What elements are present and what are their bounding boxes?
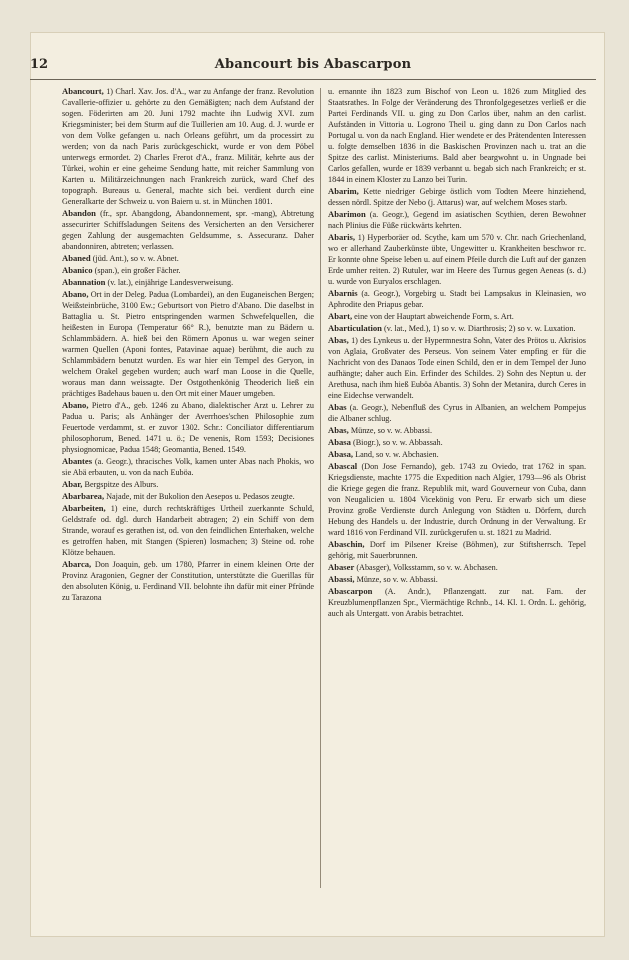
entry-text: Münze, so v. w. Abbassi. <box>350 426 433 435</box>
entry-text: Münze, so v. w. Abbassi. <box>356 575 438 584</box>
entry-headword: Abano, <box>62 400 89 410</box>
dictionary-entry <box>62 479 314 490</box>
entry-headword: Abarbarea, <box>62 491 105 501</box>
dictionary-entry <box>328 209 586 231</box>
entry-text: Ort in der Deleg. Padua (Lombardei), an den Euganeischen Bergen; Weißsteinbrüche, 3100 Ew.; Geburtsort von Pietro d'Abano. Die daselbst in Battaglia u. St. Pietro entspringenden warmen Schwefelquellen, die heißesten in Europa (Temperatur 66° R.), benutzte man zu Bädern u. Schlammbädern. A. hieß bei den Römern Aponus u. war wegen seiner warmen Quellen (Aponi fontes, Patavinae aquae) berühmt, die auch zu Schlammbädern benutzt wurden. Es war hier ein Tempel des Geryon, in welchem Orakel gegeben wurden; auch warf man Loose in die Quelle, woraus man dann weissagte. Der Ostgothenkönig Theoderich ließ ein prächtiges Badehaus bauen u. den Ort mit einer Mauer umgeben. <box>62 290 314 398</box>
running-title: Abancourt bis Abascarpon <box>214 57 412 72</box>
entry-headword: Abas, <box>328 335 349 345</box>
dictionary-entry <box>328 449 586 460</box>
dictionary-entry <box>328 461 586 538</box>
entry-headword: Abarim, <box>328 186 359 196</box>
entry-headword: Abarticulation <box>328 323 382 333</box>
column-divider <box>320 88 321 888</box>
entry-text: (a. Geogr.), Vorgebirg u. Stadt bei Lampsakus in Kleinasien, wo Aphrodite den Priapus gebar. <box>328 289 586 309</box>
dictionary-entry <box>328 186 586 208</box>
dictionary-entry <box>328 86 586 185</box>
entry-headword: Abarca, <box>62 559 92 569</box>
entry-headword: Abandon <box>62 208 96 218</box>
entry-headword: Abascarpon <box>328 586 373 596</box>
dictionary-entry <box>62 503 314 558</box>
dictionary-entry <box>328 574 586 585</box>
entry-headword: Abano, <box>62 289 89 299</box>
entry-headword: Abancourt, <box>62 86 104 96</box>
entry-text: (v. lat., Med.), 1) so v. w. Diarthrosis; 2) so v. w. Luxation. <box>384 324 576 333</box>
dictionary-entry <box>328 335 586 401</box>
dictionary-entry <box>62 253 314 264</box>
entry-text: eine von der Hauptart abweichende Form, s. Art. <box>354 312 514 321</box>
dictionary-entry <box>328 323 586 334</box>
entry-text: (fr., spr. Abangdong, Abandonnement, spr. -mang), Abtretung assecurirter Schiffsladungen Seitens des Versicherten an den Versicherer gegen Zahlung der ausgemachten Geldsumme, s. Assecuranz. Daher abandonniren, abtreten; verlassen. <box>62 209 315 251</box>
entry-headword: Abarbeiten, <box>62 503 106 513</box>
dictionary-entry <box>62 289 314 399</box>
dictionary-entry <box>328 437 586 448</box>
dictionary-entry <box>328 288 586 310</box>
entry-headword: Abantes <box>62 456 93 466</box>
entry-text: (jüd. Ant.), so v. w. Abnet. <box>92 254 179 263</box>
dictionary-entry <box>328 586 586 619</box>
dictionary-entry <box>62 559 314 603</box>
entry-text: (Biogr.), so v. w. Abbassah. <box>352 438 443 447</box>
entry-text: 1) Hyperboräer od. Scythe, kam um 570 v. Chr. nach Griechenland, wo er allerhand Zauberkünste übte, Ungewitter u. Krankheiten beschwor rc. Er konnte ohne Speise leben u. auf einem Pfeile durch die Luft auf der ganzen Erde umher reiten. 2) Rutuler, war im Heere des Turnus gegen Aeneas (s. d.) u. wurde von Euryalos erschlagen. <box>328 233 587 286</box>
dictionary-entry <box>328 402 586 424</box>
entry-headword: Abar, <box>62 479 83 489</box>
entry-headword: Abassi, <box>328 574 355 584</box>
entry-headword: Abas <box>328 402 347 412</box>
entry-text: Kette niedriger Gebirge östlich vom Todten Meere hinziehend, dessen nördl. Spitze der Nebo (j. Attarus) war, auf welchem Moses starb. <box>328 187 586 207</box>
dictionary-entry <box>62 277 314 288</box>
entry-text: Dorf im Pilsener Kreise (Böhmen), zur Stiftsherrsch. Tepel gehörig, mit Sauerbrunnen. <box>328 540 587 560</box>
dictionary-entry <box>328 539 586 561</box>
dictionary-entry <box>62 208 314 252</box>
entry-text: (a. Geogr.), Nebenfluß des Cyrus in Albanien, an welchem Pompejus die Albaner schlug. <box>328 403 586 423</box>
entry-text: Najade, mit der Bukolion den Aesepos u. Pedasos zeugte. <box>106 492 295 501</box>
entry-headword: Abasa <box>328 437 351 447</box>
entry-headword: Abaris, <box>328 232 355 242</box>
entry-text: Bergspitze des Alburs. <box>84 480 159 489</box>
entry-text: 1) eine, durch rechtskräftiges Urtheil zuerkannte Schuld, Geldstrafe od. dgl. durch Handarbeit abtragen; 2) ein Schiff von dem Strande, worauf es gerathen ist, od. von den feindlichen Enterhaken, welche es getroffen haben, mit Stangen (Spieren) losmachen; 3) Steine od. rohe Klötze behauen. <box>62 504 315 557</box>
entry-headword: Abarimon <box>328 209 366 219</box>
dictionary-entry <box>62 265 314 276</box>
entry-text: 1) des Lynkeus u. der Hypermnestra Sohn, Vater des Prötos u. Akrisios von Aglaia, Großvater des Perseus. Von seinem Vater empfing er für die Nachricht von des Danaos Tode einen Schild, den er in dem Tempel der Juno aufhängte; daher auch Ein. Erfinder des Schildes. 2) Sohn des Neptun u. der Arethusa, nach ihm hieß Euböa Abantis. 3) Sohn der Metanira, durch Ceres in eine Eidechse verwandelt. <box>328 336 586 400</box>
dictionary-entry <box>62 400 314 455</box>
entry-text: (v. lat.), einjährige Landesverweisung. <box>107 278 234 287</box>
entry-headword: Abaser <box>328 562 355 572</box>
entry-headword: Abascal <box>328 461 358 471</box>
entry-headword: Abart, <box>328 311 353 321</box>
entry-text: (Don Jose Fernando), geb. 1743 zu Oviedo, trat 1762 in span. Kriegsdienste, machte 1775 die Expedition nach Algier, 1793—96 als Obrist die Kriege gegen die franz. Republik mit, ward Gouverneur von Cuba, dann von Neugalicien u. 1804 Vicekönig von Peru. Er erwarb sich um diese Provinz große Verdienste durch Anlegung von Städten u. Dörfern, durch Hebung des Handels u. der Industrie, durch Ordnung in der Verwaltung. Er ward 1816 von Ferdinand VII. zurückgerufen u. st. 1821 zu Madrid. <box>328 462 587 537</box>
entry-text: (A. Andr.), Pflanzengatt. zur nat. Fam. der Kreuzblumenpflanzen Spr., Viermächtige Rchnb., 14. Kl. 1. Ordn. L. gehörig, auch als Untergatt. von Arabis betrachtet. <box>328 587 586 618</box>
entry-headword: Abannation <box>62 277 106 287</box>
dictionary-entry <box>328 562 586 573</box>
page-header <box>30 55 596 80</box>
dictionary-entry <box>62 456 314 478</box>
entry-text: u. ernannte ihn 1823 zum Bischof von Leon u. 1826 zum Mitglied des Staatsrathes. In Folge der Veränderung des Thronfolgegesetzes verließ er die Partei Ferdinands VII. u. ging zu Don Carlos über, nahm an den carlist. Aufständen in Vittoria u. Logrono Theil u. ging dann zu Don Carlos nach Portugal u. von da nach England. Hier wendete er des Prätendenten Interessen u. folgte demselben 1836 in die Baskischen Provinzen nach u. trat an die Spitze des carlist. Ministeriums. Bald aber beargwohnt u. in Ungnade bei Carlos gefallen, wurde er 1839 verbannt u. begab sich nach Frankreich; er st. 1844 in einem Kloster zu Lanzo bei Turin. <box>328 87 586 184</box>
entry-text: (a. Geogr.), Gegend im asiatischen Scythien, deren Bewohner nach Plinius die Füße rückwärts kehrten. <box>328 210 586 230</box>
entry-headword: Abasa, <box>328 449 354 459</box>
entry-text: (a. Geogr.), thracisches Volk, kamen unter Abas nach Phokis, wo sie Abä erbauten, u. von da nach Euböa. <box>62 457 314 477</box>
entry-headword: Abarnis <box>328 288 358 298</box>
right-column <box>328 86 586 620</box>
entry-headword: Abaned <box>62 253 91 263</box>
dictionary-entry <box>328 232 586 287</box>
dictionary-entry <box>62 86 314 207</box>
entry-text: 1) Charl. Xav. Jos. d'A., war zu Anfange der franz. Revolution Cavallerie-offizier u. gehörte zu den Gemäßigten; nach dem Aufstand der sogen. Föderirten am 20. Juni 1792 machte ihn Ludwig XVI. zum Kriegsminister; bei dem Sturm auf die Tuillerien am 10. Aug. d. J. wurde er von dem Volke gefangen u. nach Orleans geführt, um da processirt zu werden; von da nach Paris zurückgeschickt, wurde er von dem Pöbel unterwegs ermordet. 2) Charles Frerot d'A., franz. Militär, kehrte aus der Türkei, wohin er eine geheime Sendung hatte, mit reicher Sammlung von Karten u. Militärzeichnungen nach Frankreich zurück, ward Chef des topograph. Bureaus u. General, machte sich bei. verdient durch eine Generalkarte der Schweiz u. von Baiern u. st. in München 1801. <box>62 87 314 206</box>
entry-text: Land, so v. w. Abchasien. <box>355 450 439 459</box>
dictionary-entry <box>328 425 586 436</box>
entry-text: Don Joaquin, geb. um 1780, Pfarrer in einem kleinen Orte der Provinz Aragonien, Gegner der Constitution, unterstützte die Guerillas für den absoluten König, u. Ferdinand VII. belohnte ihn dafür mit einer Pfründe zu Tarazona <box>62 560 314 602</box>
entry-text: (Abasger), Volksstamm, so v. w. Abchasen. <box>356 563 498 572</box>
entry-text: (span.), ein großer Fächer. <box>94 266 181 275</box>
entry-text: Pietro d'A., geb. 1246 zu Abano, dialektischer Arzt u. Lehrer zu Padua u. Paris; als Anhänger der Averrhoes'schen Philosophie zum Feuertode verdammt, st. er zuvor 1302. Schr.: Conciliator differentiarum philosophorum, Bened. 1471 u. ö.; De venenis, Rom 1593; Decisiones physiognomicae, Padua 1548; Geomantia, Bened. 1549. <box>62 401 315 454</box>
entry-headword: Abas, <box>328 425 349 435</box>
dictionary-entry <box>328 311 586 322</box>
entry-headword: Abanico <box>62 265 93 275</box>
entry-headword: Abaschin, <box>328 539 365 549</box>
dictionary-entry <box>62 491 314 502</box>
page-number: 12 <box>30 57 49 72</box>
left-column <box>62 86 314 604</box>
